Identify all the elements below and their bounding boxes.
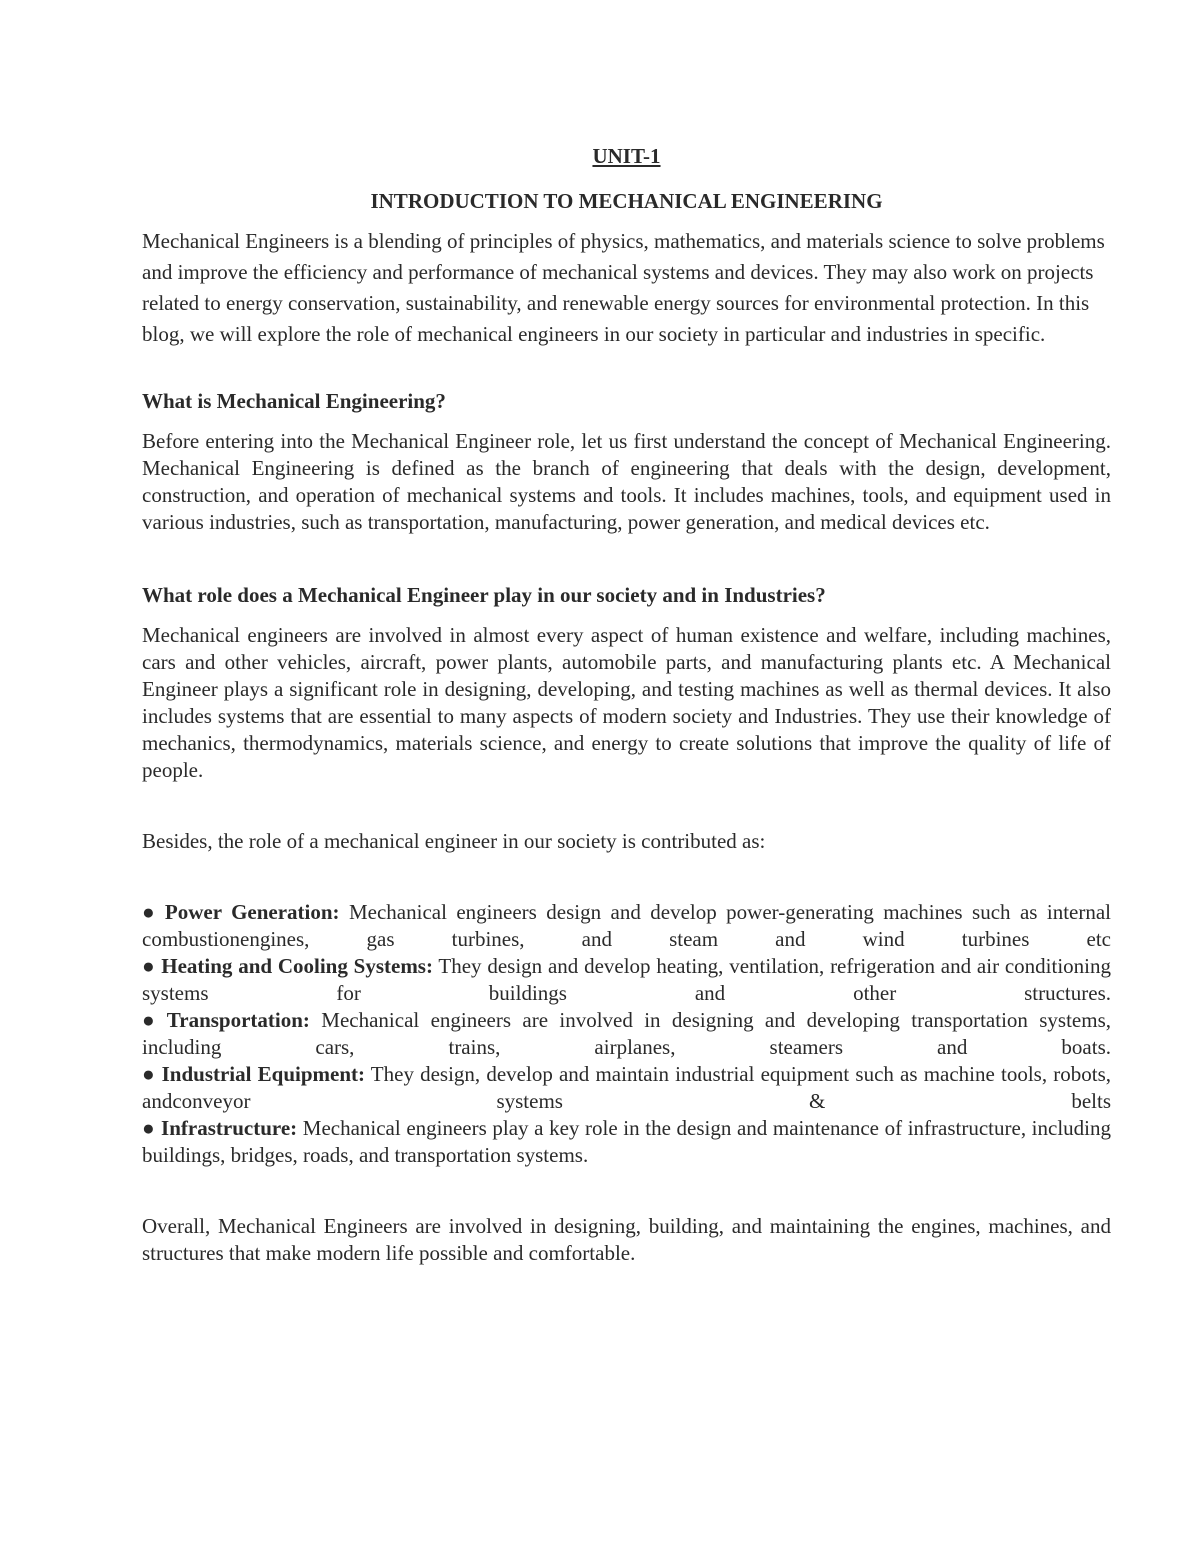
closing-paragraph: Overall, Mechanical Engineers are involved in designing, building, and maintaining the engines, machines, and structures that make modern life possible and comfortable. bbox=[142, 1214, 1111, 1265]
section-body-what-is-me: Before entering into the Mechanical Engineer role, let us first understand the concept of Mechanical Engineering. Mechanical Engineering is defined as the branch of engineering that deals with the design, development, construction, and operation of mechanical systems and tools. It includes machines, tools, and equipment used in various industries, such as transportation, manufacturing, power generation, and medical devices etc. bbox=[142, 429, 1111, 534]
bullet-text: Mechanical engineers are involved in designing and developing transportation systems, including cars, trains, airplanes, steamers and boats. bbox=[142, 1008, 1112, 1059]
intro-paragraph: Mechanical Engineers is a blending of principles of physics, mathematics, and materials science to solve problems and improve the efficiency and performance of mechanical systems and devices. They may also work on projects related to energy conservation, sustainability, and renewable energy sources for environmental protection. In this blog, we will explore the role of mechanical engineers in our society in particular and industries in specific. bbox=[142, 229, 1105, 346]
bullet-title: Transportation: bbox=[166, 1008, 310, 1032]
main-title: INTRODUCTION TO MECHANICAL ENGINEERING bbox=[370, 189, 883, 213]
unit-title: UNIT-1 bbox=[592, 144, 661, 168]
bullet-dot: ● bbox=[142, 1008, 161, 1032]
bullet-item-transportation bbox=[142, 1007, 1111, 1061]
bullet-dot: ● bbox=[142, 1116, 156, 1140]
role-bullet-list bbox=[142, 899, 1111, 1169]
bullet-text: Mechanical engineers design and develop power-generating machines such as internal combustionengines, gas turbines, and steam and wind turbines etc bbox=[142, 900, 1112, 951]
bullet-dot: ● bbox=[142, 1062, 156, 1086]
bullet-title: Power Generation: bbox=[164, 900, 340, 924]
section-body-role: Mechanical engineers are involved in almost every aspect of human existence and welfare, including machines, cars and other vehicles, aircraft, power plants, automobile parts, and manufacturing plants etc. A Mechanical Engineer plays a significant role in designing, developing, and testing machines as well as thermal devices. It also includes systems that are essential to many aspects of modern society and Industries. They use their knowledge of mechanics, thermodynamics, materials science, and energy to create solutions that improve the quality of life of people. bbox=[142, 623, 1111, 782]
section-heading-role: What role does a Mechanical Engineer play in our society and in Industries? bbox=[142, 583, 826, 607]
bullet-text: They design, develop and maintain industrial equipment such as machine tools, robots, andconveyor systems & belts bbox=[142, 1062, 1112, 1113]
document-page bbox=[142, 140, 1111, 1267]
bullet-item-heating-cooling bbox=[142, 953, 1111, 1007]
bullet-text: They design and develop heating, ventilation, refrigeration and air conditioning systems for buildings and other structures. bbox=[142, 954, 1112, 1005]
bullet-dot: ● bbox=[142, 954, 156, 978]
bullet-title: Infrastructure: bbox=[161, 1116, 298, 1140]
bullet-item-infrastructure bbox=[142, 1115, 1111, 1169]
bullet-item-industrial-equipment bbox=[142, 1061, 1111, 1115]
bullet-dot: ● bbox=[142, 900, 159, 924]
besides-line: Besides, the role of a mechanical engineer in our society is contributed as: bbox=[142, 829, 766, 853]
section-heading-what-is-me: What is Mechanical Engineering? bbox=[142, 389, 446, 413]
bullet-item-power-generation bbox=[142, 899, 1111, 953]
bullet-text: Mechanical engineers play a key role in the design and maintenance of infrastructure, including buildings, bridges, roads, and transportation systems. bbox=[142, 1116, 1112, 1167]
bullet-title: Industrial Equipment: bbox=[161, 1062, 365, 1086]
bullet-title: Heating and Cooling Systems: bbox=[161, 954, 433, 978]
